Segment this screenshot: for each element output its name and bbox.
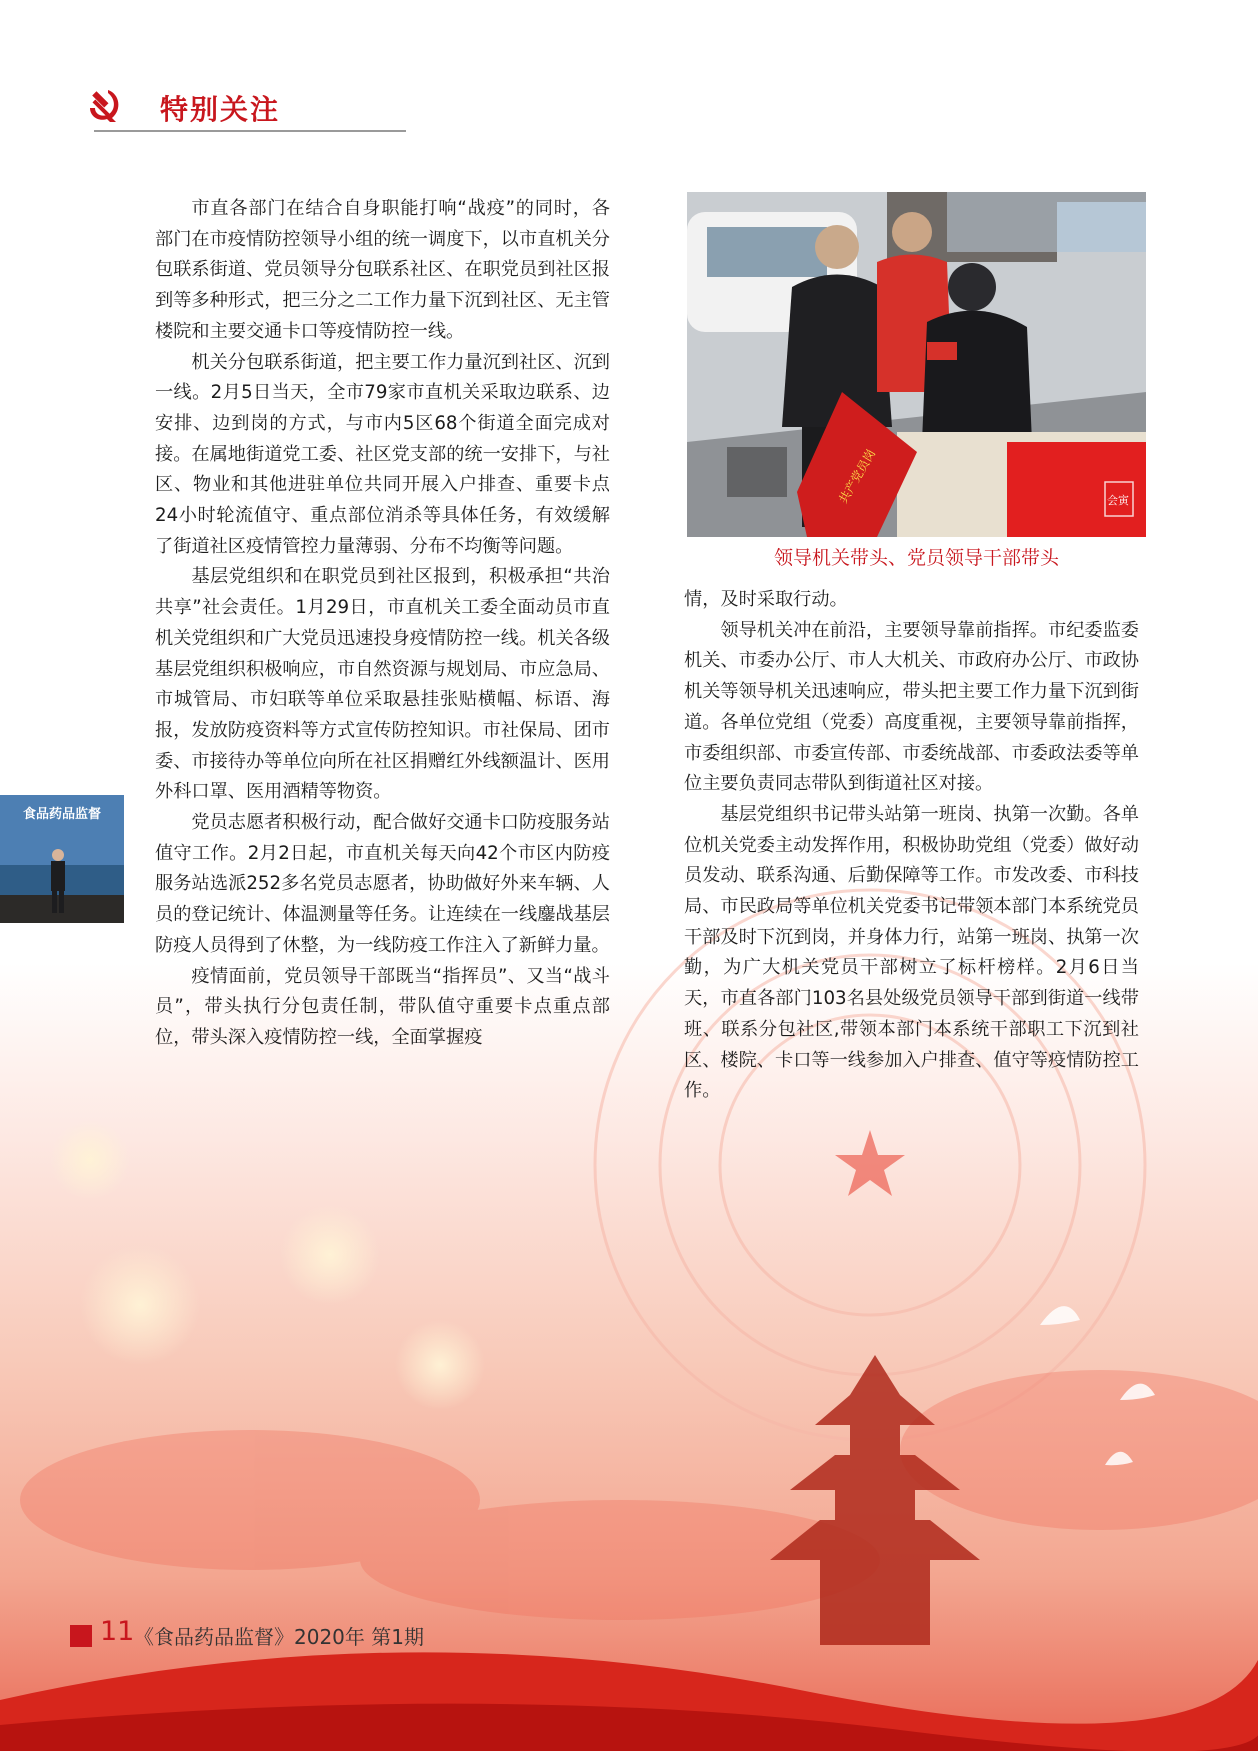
paragraph-continuation: 情，及时采取行动。 bbox=[684, 589, 848, 610]
page-footer bbox=[70, 1616, 590, 1652]
hammer-and-sickle-icon bbox=[86, 86, 124, 124]
header-divider bbox=[94, 130, 406, 132]
footer-marker bbox=[70, 1625, 92, 1647]
side-thumbnail bbox=[0, 795, 124, 923]
paragraph: 市直各部门在结合自身职能打响“战疫”的同时，各部门在市疫情防控领导小组的统一调度下，以市直机关分包联系街道、党员领导分包联系社区、在职党员到社区报到等多种形式，把三分之二工作力量下沉到社区、无主管楼院和主要交通卡口等疫情防控一线。 bbox=[155, 198, 610, 342]
page-number: 11 bbox=[100, 1616, 135, 1647]
paragraph: 基层党组织和在职党员到社区报到，积极承担“共治共享”社会责任。1月29日，市直机关工委全面动员市直机关党组织和广大党员迅速投身疫情防控一线。机关各级基层党组织积极响应，市自然资源与规划局、市应急局、市城管局、市妇联等单位采取悬挂张贴横幅、标语、海报，发放防疫资料等方式宣传防控知识。市社保局、团市委、市接待办等单位向所在社区捐赠红外线额温计、医用外科口罩、医用酒精等物资。 bbox=[155, 566, 610, 803]
paragraph: 基层党组织书记带头站第一班岗、执第一次勤。各单位机关党委主动发挥作用，积极协助党组（党委）做好动员发动、联系沟通、后勤保障等工作。市发改委、市科技局、市民政局等单位机关党委书记带领本部门本系统党员干部及时下沉到岗，并身体力行，站第一班岗、执第一次勤，为广大机关党员干部树立了标杆榜样。2月6日当天，市直各部门103名县处级党员领导干部到街道一线带班、联系分包社区,带领本部门本系统干部职工下沉到社区、楼院、卡口等一线参加入户排查、值守等疫情防控工作。 bbox=[684, 803, 1139, 1102]
photo-caption: 领导机关带头、党员领导干部带头 bbox=[773, 547, 1059, 569]
paragraph: 党员志愿者积极行动，配合做好交通卡口防疫服务站值守工作。2月2日起，市直机关每天向42个市区内防疫服务站选派252多名党员志愿者，协助做好外来车辆、人员的登记统计、体温测量等任务。让连续在一线鏖战基层防疫人员得到了休整，为一线防疫工作注入了新鲜力量。 bbox=[155, 812, 610, 956]
paragraph: 领导机关冲在前沿，主要领导靠前指挥。市纪委监委机关、市委办公厅、市人大机关、市政府办公厅、市政协机关等领导机关迅速响应，带头把主要工作力量下沉到街道。各单位党组（党委）高度重视，主要领导靠前指挥，市委组织部、市委宣传部、市委统战部、市委政法委等单位主要负责同志带队到街道社区对接。 bbox=[684, 619, 1139, 795]
photo-seal-text: 会寅 bbox=[1107, 494, 1129, 507]
paragraph: 疫情面前，党员领导干部既当“指挥员”、又当“战斗员”，带头执行分包责任制，带队值守重要卡点重点部位，带头深入疫情防控一线，全面掌握疫 bbox=[155, 965, 610, 1048]
paragraph: 机关分包联系街道，把主要工作力量沉到社区、沉到一线。2月5日当天，全市79家市直机关采取边联系、边安排、边到岗的方式，与市内5区68个街道全面完成对接。在属地街道党工委、社区党支部的统一安排下，与社区、物业和其他进驻单位共同开展入户排查、重要卡点24小时轮流值守、重点部位消杀等具体任务，有效缓解了街道社区疫情管控力量薄弱、分布不均衡等问题。 bbox=[155, 351, 610, 557]
thumbnail-label: 食品药品监督 bbox=[22, 807, 101, 822]
section-header bbox=[86, 82, 326, 132]
publication-info: 《食品药品监督》2020年 第1期 bbox=[134, 1625, 424, 1649]
right-text-column bbox=[684, 585, 1139, 1107]
section-title: 特别关注 bbox=[160, 93, 281, 126]
svg-text:共产党员岗: 共产党员岗 bbox=[836, 446, 879, 506]
left-text-column bbox=[155, 194, 610, 1054]
article-photo bbox=[687, 192, 1146, 537]
